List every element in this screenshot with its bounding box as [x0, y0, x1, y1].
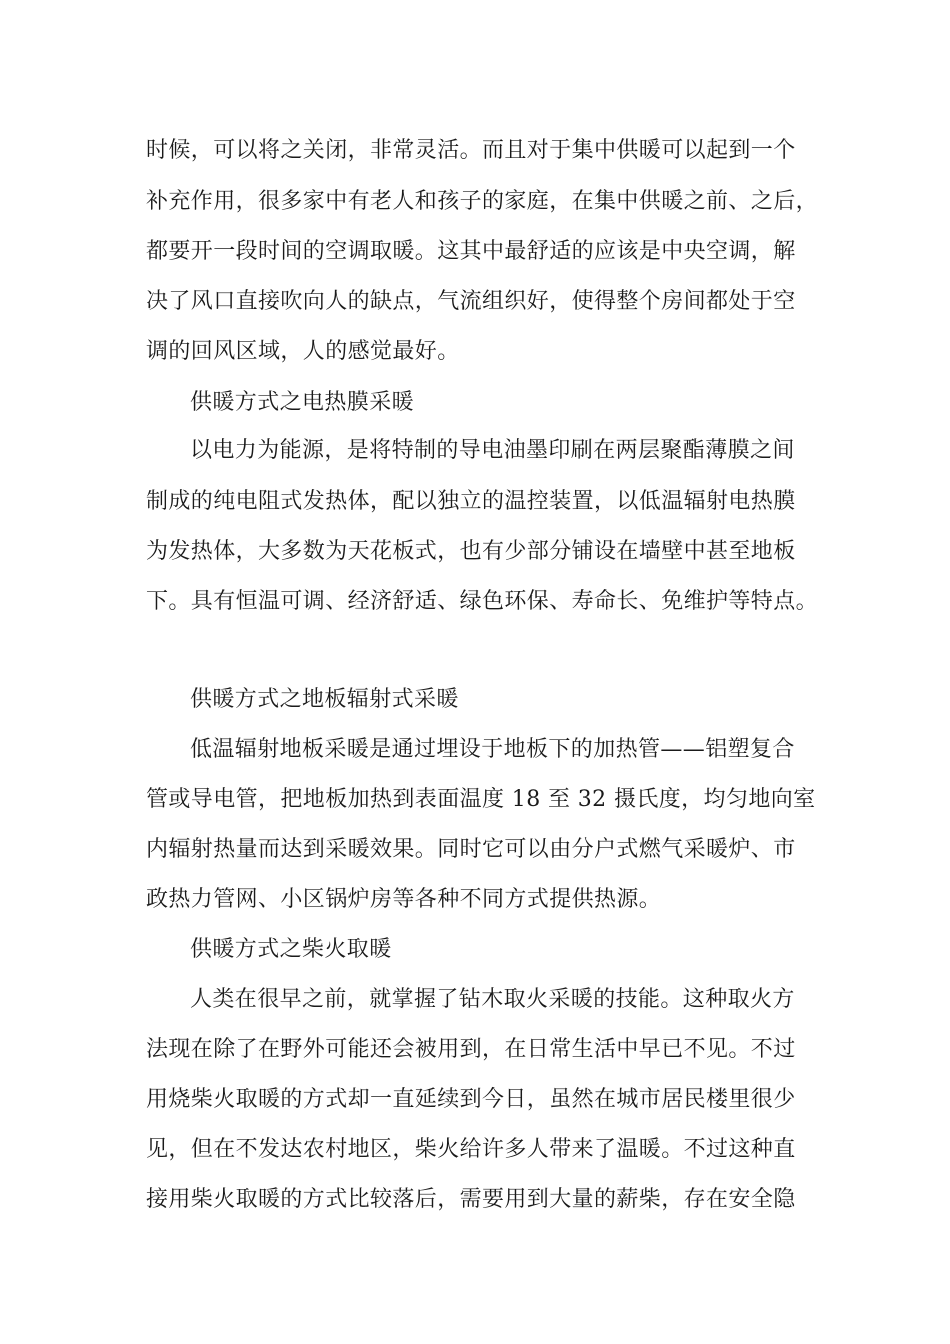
text-line: 制成的纯电阻式发热体，配以独立的温控装置，以低温辐射电热膜: [146, 489, 796, 514]
text-line: 内辐射热量而达到采暖效果。同时它可以由分户式燃气采暖炉、市: [146, 837, 796, 862]
text-line: 调的回风区域，人的感觉最好。: [146, 339, 460, 364]
text-line: 政热力管网、小区锅炉房等各种不同方式提供热源。: [146, 887, 662, 912]
text-line: 接用柴火取暖的方式比较落后，需要用到大量的薪柴，存在安全隐: [146, 1187, 796, 1212]
text-line: 时候，可以将之关闭，非常灵活。而且对于集中供暖可以起到一个: [146, 138, 796, 163]
text-line: 为发热体，大多数为天花板式，也有少部分铺设在墙壁中甚至地板: [146, 539, 796, 564]
text-line: 用烧柴火取暖的方式却一直延续到今日，虽然在城市居民楼里很少: [146, 1087, 796, 1112]
text-line: 法现在除了在野外可能还会被用到，在日常生活中早已不见。不过: [146, 1037, 796, 1062]
section-heading-electric-film: 供暖方式之电热膜采暖: [190, 390, 415, 415]
section-heading-firewood: 供暖方式之柴火取暖: [190, 937, 392, 962]
text-line: 决了风口直接吹向人的缺点，气流组织好，使得整个房间都处于空: [146, 289, 796, 314]
text-line: 人类在很早之前，就掌握了钻木取火采暖的技能。这种取火方: [190, 987, 795, 1012]
text-line: 低温辐射地板采暖是通过埋设于地板下的加热管——铝塑复合: [190, 737, 795, 762]
text-line: 补充作用，很多家中有老人和孩子的家庭，在集中供暖之前、之后，: [146, 189, 819, 214]
text-line: 以电力为能源，是将特制的导电油墨印刷在两层聚酯薄膜之间: [190, 438, 795, 463]
text-line: 见，但在不发达农村地区，柴火给许多人带来了温暖。不过这种直: [146, 1137, 796, 1162]
text-line: 管或导电管，把地板加热到表面温度 18 至 32 摄氏度，均匀地向室: [146, 787, 816, 812]
text-line: 都要开一段时间的空调取暖。这其中最舒适的应该是中央空调，解: [146, 239, 796, 264]
section-heading-floor-radiant: 供暖方式之地板辐射式采暖: [190, 687, 459, 712]
text-line: 下。具有恒温可调、经济舒适、绿色环保、寿命长、免维护等特点。: [146, 589, 819, 614]
